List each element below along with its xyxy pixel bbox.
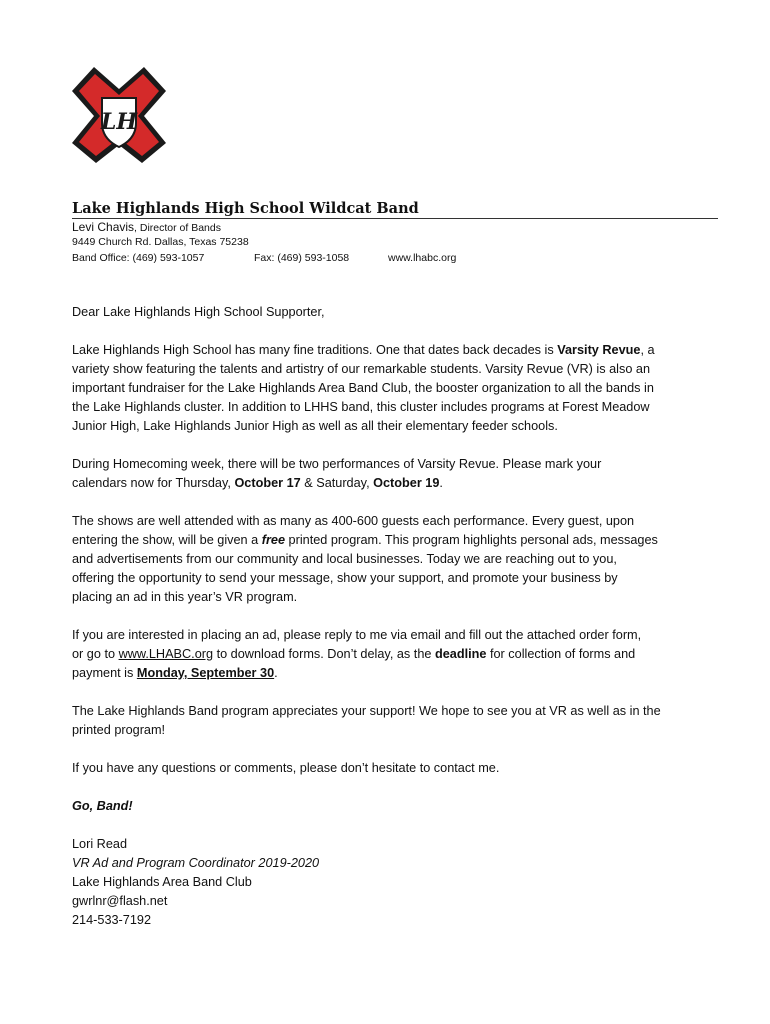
logo-letters: LH (100, 109, 138, 135)
text-span: Lake Highlands High School has many fine traditions. One that dates back decades is (72, 343, 558, 357)
signature-email: gwrlnr@flash.net (72, 894, 168, 908)
text-line: placing an ad in this year’s VR program. (72, 590, 298, 604)
lh-cross-logo (72, 65, 166, 183)
office-phone: Band Office: (469) 593-1057 (72, 252, 205, 264)
website-link[interactable]: www.LHABC.org (118, 647, 214, 661)
paragraph-dates (72, 455, 722, 493)
address-line: 9449 Church Rd. Dallas, Texas 75238 (72, 236, 249, 248)
fax-number: Fax: (469) 593-1058 (254, 252, 350, 264)
paragraph-order (72, 626, 722, 683)
signature-phone: 214-533-7192 (72, 913, 152, 927)
text-span: Varsity Revue (557, 343, 641, 357)
text-line (72, 645, 722, 664)
text-line: offering the opportunity to send your message, show your support, and promote your business by (72, 571, 618, 585)
text-line (72, 531, 722, 550)
text-span: deadline (434, 647, 487, 661)
salutation: Dear Lake Highlands High School Supporter, (72, 305, 325, 319)
director-title: , Director of Bands (134, 222, 221, 234)
text-line (72, 474, 722, 493)
text-span: calendars now for Thursday, (72, 476, 235, 490)
deadline-date: Monday, September 30 (136, 666, 275, 680)
organization-name: Lake Highlands High School Wildcat Band (72, 200, 718, 219)
text-span: printed program. This program highlights personal ads, messages (285, 533, 658, 547)
signature-title: VR Ad and Program Coordinator 2019-2020 (72, 856, 320, 870)
text-line: The Lake Highlands Band program appreciates your support! We hope to see you at VR as well as in the (72, 704, 661, 718)
text-line: variety show featuring the talents and artistry of our remarkable students. Varsity Revue (VR) is also an (72, 362, 651, 376)
text-line (72, 664, 722, 683)
text-line (72, 341, 722, 360)
website-text: www.lhabc.org (388, 252, 457, 264)
text-line: The shows are well attended with as many as 400-600 guests each performance. Every guest, upon (72, 514, 635, 528)
paragraph-intro (72, 341, 722, 436)
text-line: Junior High, Lake Highlands Junior High as well as all their elementary feeder schools. (72, 419, 558, 433)
signature-block (72, 835, 722, 930)
text-span: . (439, 476, 443, 490)
text-line: important fundraiser for the Lake Highlands Area Band Club, the booster organization to all the bands in (72, 381, 654, 395)
text-span: for collection of forms and (486, 647, 636, 661)
contact-line (72, 252, 456, 264)
text-span: or go to (72, 647, 119, 661)
text-span: , a (640, 343, 655, 357)
text-span: to download forms. Don’t delay, as the (213, 647, 435, 661)
text-line: printed program! (72, 723, 166, 737)
text-line: and advertisements from our community and local businesses. Today we are reaching out to you, (72, 552, 617, 566)
director-name: Levi Chavis (72, 220, 135, 234)
text-line: If you are interested in placing an ad, please reply to me via email and fill out the attached order form, (72, 628, 642, 642)
text-span: & Saturday, (300, 476, 374, 490)
signature-org: Lake Highlands Area Band Club (72, 875, 252, 889)
paragraph-thanks (72, 702, 722, 740)
text-span: October 17 (234, 476, 301, 490)
text-span: payment is (72, 666, 137, 680)
signature-name: Lori Read (72, 837, 128, 851)
paragraph-questions: If you have any questions or comments, please don’t hesitate to contact me. (72, 761, 500, 775)
text-line: the Lake Highlands cluster. In addition to LHHS band, this cluster includes programs at Forest Meadow (72, 400, 650, 414)
paragraph-program (72, 512, 722, 607)
closing: Go, Band! (72, 799, 133, 813)
text-span: . (274, 666, 278, 680)
director-line (72, 220, 221, 234)
text-span: October 19 (373, 476, 440, 490)
text-span: free (261, 533, 286, 547)
text-span: entering the show, will be given a (72, 533, 262, 547)
text-line: During Homecoming week, there will be two performances of Varsity Revue. Please mark your (72, 457, 602, 471)
